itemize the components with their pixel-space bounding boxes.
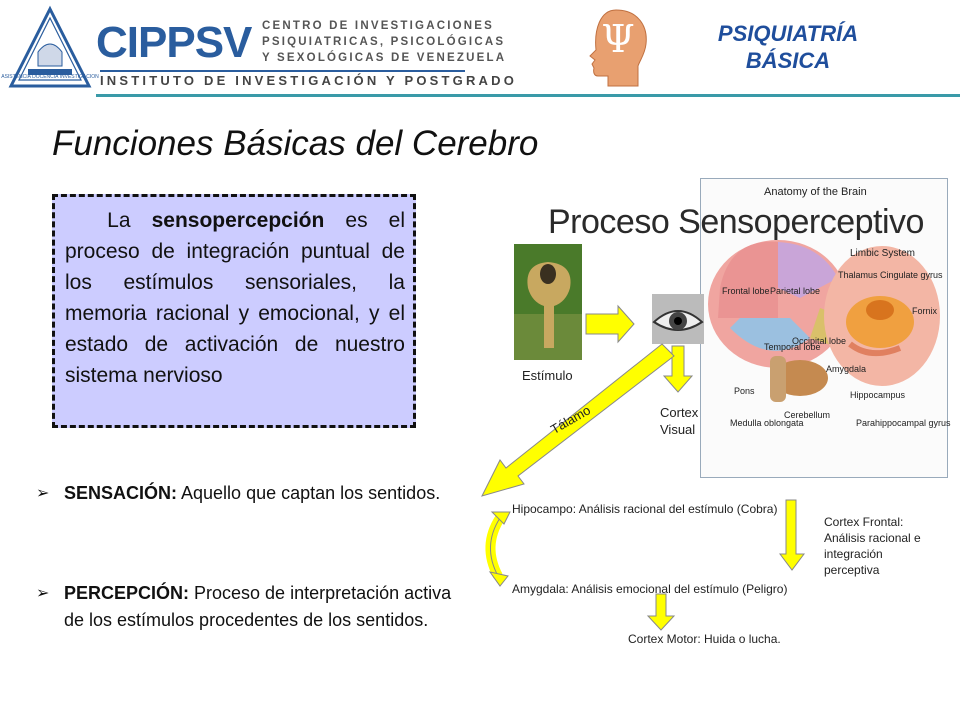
logo-wordmark: CIPPSV: [96, 18, 252, 67]
cortex-frontal-line-4: perceptiva: [824, 563, 880, 577]
bullet-term: PERCEPCIÓN:: [64, 583, 190, 603]
label-medulla: Medulla oblongata: [730, 418, 804, 428]
seal-text: ASISTENCIA DOCENCIA INVESTIGACION: [1, 74, 99, 80]
label-frontal-lobe: Frontal lobe: [722, 286, 770, 296]
logo-subtitle-line-2: PSIQUIATRICAS, PSICOLÓGICAS: [262, 36, 506, 48]
definition-term: sensopercepción: [151, 209, 325, 232]
talamo-label: Tálamo: [548, 402, 594, 437]
header-rule: [96, 94, 960, 97]
cortex-visual-label: [660, 404, 698, 438]
label-fornix: Fornix: [912, 306, 938, 316]
arrow-to-frontal: [780, 500, 804, 570]
bullet-sensacion: [36, 480, 466, 507]
arrow-bullet-icon: ➢: [36, 585, 50, 602]
label-pons: Pons: [734, 386, 755, 396]
arrow-stimulus-eye: [586, 306, 634, 342]
bullet-text: Proceso de interpretación activa de los estímulos procedentes de los sentidos.: [64, 583, 452, 630]
cortex-frontal-line-3: integración: [824, 547, 883, 561]
logo-divider: [100, 70, 465, 72]
bullet-term: SENSACIÓN:: [64, 483, 178, 503]
cortex-frontal-line-2: Análisis racional e: [824, 531, 921, 545]
arrow-to-motor: [648, 594, 674, 630]
svg-text:Ψ: Ψ: [601, 17, 635, 61]
label-hippocampus: Hippocampus: [850, 390, 906, 400]
label-cerebellum: Cerebellum: [784, 410, 831, 420]
course-title-line-1: PSIQUIATRÍA: [717, 21, 859, 46]
label-parahippocampal-gyrus: Parahippocampal gyrus: [856, 418, 951, 428]
hipocampo-label: Hipocampo: Análisis racional del estímulo (Cobra): [512, 502, 778, 516]
label-cingulate-gyrus: Cingulate gyrus: [880, 270, 943, 280]
cortex-frontal-label: [824, 514, 921, 578]
definition-text: es el proceso de integración puntual de los estímulos sensoriales, la memoria racional y emocional, y el estado de activación de nuestro sistema nervioso: [65, 209, 405, 387]
label-amygdala-anatomy: Amygdala: [826, 364, 867, 374]
page-title: Funciones Básicas del Cerebro: [52, 124, 539, 163]
cortex-frontal-line-1: Cortex Frontal:: [824, 515, 904, 529]
psi-head-icon: [578, 6, 650, 90]
anatomy-title: Anatomy of the Brain: [764, 186, 867, 198]
label-parietal-lobe: Parietal lobe: [770, 286, 821, 296]
logo-subtitle-line-3: Y SEXOLÓGICAS DE VENEZUELA: [262, 52, 507, 64]
label-limbic-system: Limbic System: [850, 248, 916, 259]
diagram-title: Proceso Sensoperceptivo: [548, 203, 924, 241]
cortex-visual-line-1: Cortex: [660, 405, 699, 420]
arrow-bullet-icon: ➢: [36, 485, 50, 502]
label-occipital-lobe: Occipital lobe: [792, 336, 847, 346]
bullet-text: Aquello que captan los sentidos.: [177, 483, 441, 503]
institution-seal: [1, 6, 99, 90]
logo-subtitle-line-1: CENTRO DE INVESTIGACIONES: [262, 20, 494, 32]
definition-box: [52, 194, 416, 428]
definition-prefix: La: [107, 209, 152, 232]
amygdala-label: Amygdala: Análisis emocional del estímulo (Peligro): [512, 582, 788, 596]
stimulus-label: Estímulo: [522, 368, 573, 383]
label-thalamus: Thalamus: [838, 270, 878, 280]
institute-name: INSTITUTO DE INVESTIGACIÓN Y POSTGRADO: [100, 73, 518, 88]
cortex-motor-label: Cortex Motor: Huida o lucha.: [628, 632, 781, 646]
course-title: [672, 20, 904, 74]
label-temporal-lobe: Temporal lobe: [764, 342, 821, 352]
cortex-visual-line-2: Visual: [660, 422, 696, 437]
course-title-line-2: BÁSICA: [745, 48, 831, 73]
bullet-percepcion: [36, 580, 466, 634]
